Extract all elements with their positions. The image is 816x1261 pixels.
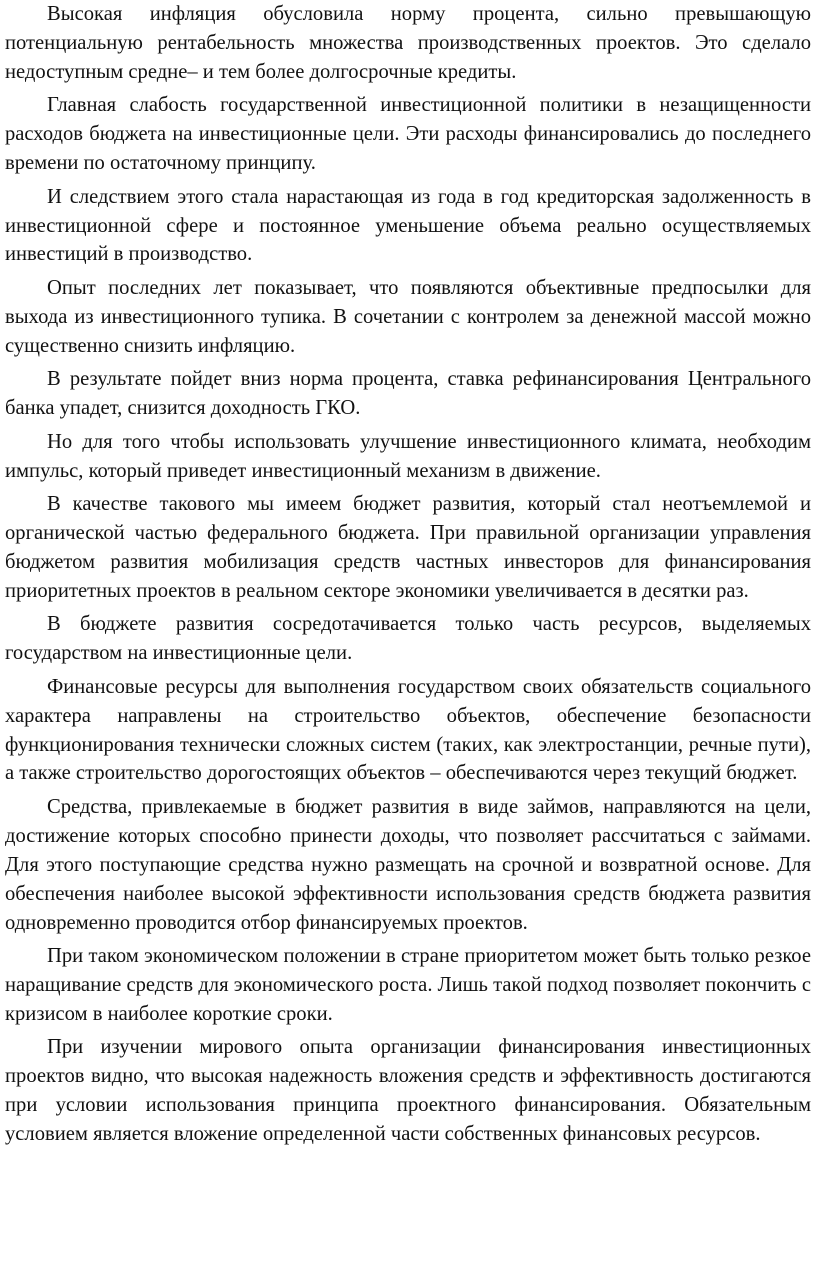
paragraph-12: При изучении мирового опыта организации финансирования инвестиционных проектов видно, что высокая надежность вложения средств и эффективность достигаются при условии использования принципа проектного финансирования. Обязательным условием является вложение определенной части собственных финансовых ресурсов. xyxy=(5,1036,811,1146)
paragraph-5: В результате пойдет вниз норма процента, ставка рефинансирования Центрального банка упадет, снизится доходность ГКО. xyxy=(5,368,811,420)
paragraph-8: В бюджете развития сосредотачивается только часть ресурсов, выделяемых государством на инвестиционные цели. xyxy=(5,613,811,665)
paragraph-3: И следствием этого стала нарастающая из года в год кредиторская задолженность в инвестиционной сфере и постоянное уменьшение объема реально осуществляемых инвестиций в производство. xyxy=(5,185,811,266)
paragraph-1: Высокая инфляция обусловила норму процента, сильно превышающую потенциальную рентабельность множества производственных проектов. Это сделало недоступным средне– и тем более долгосрочные кредиты. xyxy=(5,3,811,83)
document-page xyxy=(5,0,811,1154)
paragraph-4: Опыт последних лет показывает, что появляются объективные предпосылки для выхода из инвестиционного тупика. В сочетании с контролем за денежной массой можно существенно снизить инфляцию. xyxy=(5,276,811,357)
paragraph-6: Но для того чтобы использовать улучшение инвестиционного климата, необходим импульс, который приведет инвестиционный механизм в движение. xyxy=(5,430,811,482)
paragraph-11: При таком экономическом положении в стране приоритетом может быть только резкое наращивание средств для экономического роста. Лишь такой подход позволяет покончить с кризисом в наиболее короткие сроки. xyxy=(5,945,811,1025)
paragraph-7: В качестве такового мы имеем бюджет развития, который стал неотъемлемой и органической частью федерального бюджета. При правильной организации управления бюджетом развития мобилизация средств частных инвесторов для финансирования приоритетных проектов в реальном секторе экономики увеличивается в десятки раз. xyxy=(5,493,811,602)
paragraph-2: Главная слабость государственной инвестиционной политики в незащищенности расходов бюджета на инвестиционные цели. Эти расходы финансировались до последнего времени по остаточному принципу. xyxy=(5,94,811,175)
paragraph-9: Финансовые ресурсы для выполнения государством своих обязательств социального характера направлены на строительство объектов, обеспечение безопасности функционирования технически сложных систем (таких, как электростанции, речные пути), а также строительство дорогостоящих объектов – обеспечиваются через текущий бюджет. xyxy=(5,675,811,785)
paragraph-10: Средства, привлекаемые в бюджет развития в виде займов, направляются на цели, достижение которых способно принести доходы, что позволяет рассчитаться с займами. Для этого поступающие средства нужно размещать на срочной и возвратной основе. Для обеспечения наиболее высокой эффективности использования средств бюджета развития одновременно проводится отбор финансируемых проектов. xyxy=(5,795,811,934)
